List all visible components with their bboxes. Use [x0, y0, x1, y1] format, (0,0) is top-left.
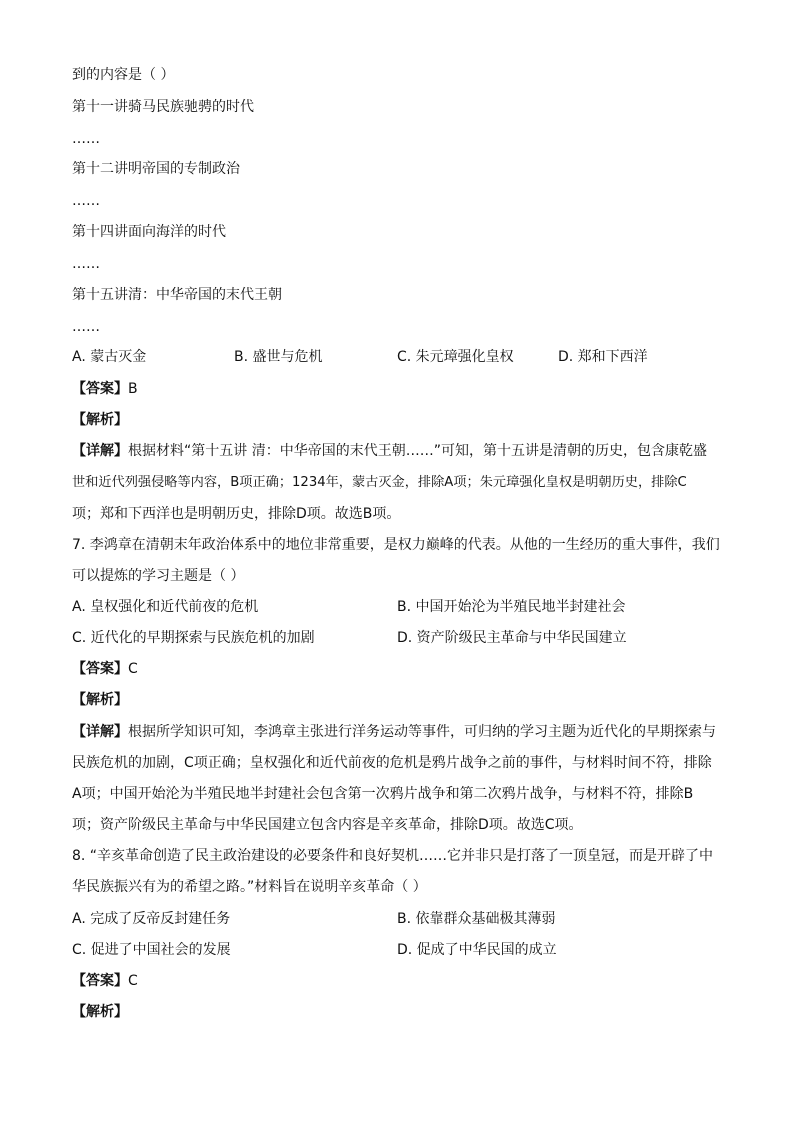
- q8-option-a: A. 完成了反帝反封建任务: [72, 911, 231, 927]
- answer-tag: 【答案】: [72, 661, 128, 677]
- q6-analysis-tag: 【解析】: [72, 412, 128, 428]
- q6-ellipsis-1: ……: [72, 131, 100, 147]
- q6-option-c: C. 朱元璋强化皇权: [397, 349, 514, 365]
- q7-detail-line-2: 民族危机的加剧，C项正确；皇权强化和近代前夜的危机是鸦片战争之前的事件，与材料时间不符，排除: [72, 755, 712, 771]
- q6-option-a: A. 蒙古灭金: [72, 349, 147, 365]
- q6-item-2: 第十二讲明帝国的专制政治: [72, 161, 240, 177]
- q6-ellipsis-4: ……: [72, 319, 100, 335]
- q6-ellipsis-3: ……: [72, 256, 100, 272]
- q7-detail-line-4: 项；资产阶级民主革命与中华民国建立包含内容是辛亥革命，排除D项。故选C项。: [72, 817, 583, 833]
- q6-item-3: 第十四讲面向海洋的时代: [72, 224, 226, 240]
- detail-text: 根据所学知识可知，李鸿章主张进行洋务运动等事件，可归纳的学习主题为近代化的早期探索与: [128, 724, 716, 740]
- answer-value: C: [128, 661, 138, 677]
- q6-item-4: 第十五讲清：中华帝国的末代王朝: [72, 287, 282, 303]
- answer-tag: 【答案】: [72, 973, 128, 989]
- q7-stem-line-1: 7. 李鸿章在清朝末年政治体系中的地位非常重要，是权力巅峰的代表。从他的一生经历的重大事件，我们: [72, 537, 720, 553]
- q6-option-d: D. 郑和下西洋: [558, 349, 648, 365]
- answer-value: C: [128, 973, 138, 989]
- q8-stem-line-1: 8. “辛亥革命创造了民主政治建设的必要条件和良好契机……它并非只是打落了一顶皇冠，而是开辟了中: [72, 848, 714, 864]
- q7-answer: [72, 660, 138, 678]
- answer-tag: 【答案】: [72, 381, 128, 397]
- q6-option-b: B. 盛世与危机: [234, 349, 323, 365]
- q6-answer: [72, 380, 138, 398]
- q6-detail-line-3: 项；郑和下西洋也是明朝历史，排除D项。故选B项。: [72, 506, 401, 522]
- q7-detail-line-3: A项；中国开始沦为半殖民地半封建社会包含第一次鸦片战争和第二次鸦片战争，与材料不符，排除B: [72, 786, 694, 802]
- q6-detail-line-1: [72, 442, 707, 460]
- q7-detail-line-1: [72, 723, 716, 741]
- detail-tag: 【详解】: [72, 724, 128, 740]
- q6-item-1: 第十一讲骑马民族驰骋的时代: [72, 99, 254, 115]
- detail-text: 根据材料“第十五讲 清：中华帝国的末代王朝……”可知，第十五讲是清朝的历史，包含康乾盛: [128, 443, 707, 459]
- q8-option-d: D. 促成了中华民国的成立: [397, 942, 557, 958]
- q8-option-c: C. 促进了中国社会的发展: [72, 942, 231, 958]
- q8-option-b: B. 依靠群众基础极其薄弱: [397, 911, 556, 927]
- q6-stem-tail: 到的内容是（ ）: [72, 67, 175, 83]
- q7-analysis-tag: 【解析】: [72, 692, 128, 708]
- answer-value: B: [128, 381, 138, 397]
- q7-option-b: B. 中国开始沦为半殖民地半封建社会: [397, 599, 626, 615]
- q7-option-a: A. 皇权强化和近代前夜的危机: [72, 599, 259, 615]
- q7-stem-line-2: 可以提炼的学习主题是（ ）: [72, 568, 245, 584]
- q7-option-d: D. 资产阶级民主革命与中华民国建立: [397, 630, 627, 646]
- q8-answer: [72, 972, 138, 990]
- q8-stem-line-2: 华民族振兴有为的希望之路。”材料旨在说明辛亥革命（ ）: [72, 879, 427, 895]
- q6-ellipsis-2: ……: [72, 193, 100, 209]
- q7-option-c: C. 近代化的早期探索与民族危机的加剧: [72, 630, 315, 646]
- q8-analysis-tag: 【解析】: [72, 1004, 128, 1020]
- q6-detail-line-2: 世和近代列强侵略等内容，B项正确；1234年，蒙古灭金，排除A项；朱元璋强化皇权是明朝历史，排除C: [72, 475, 687, 490]
- detail-tag: 【详解】: [72, 443, 128, 459]
